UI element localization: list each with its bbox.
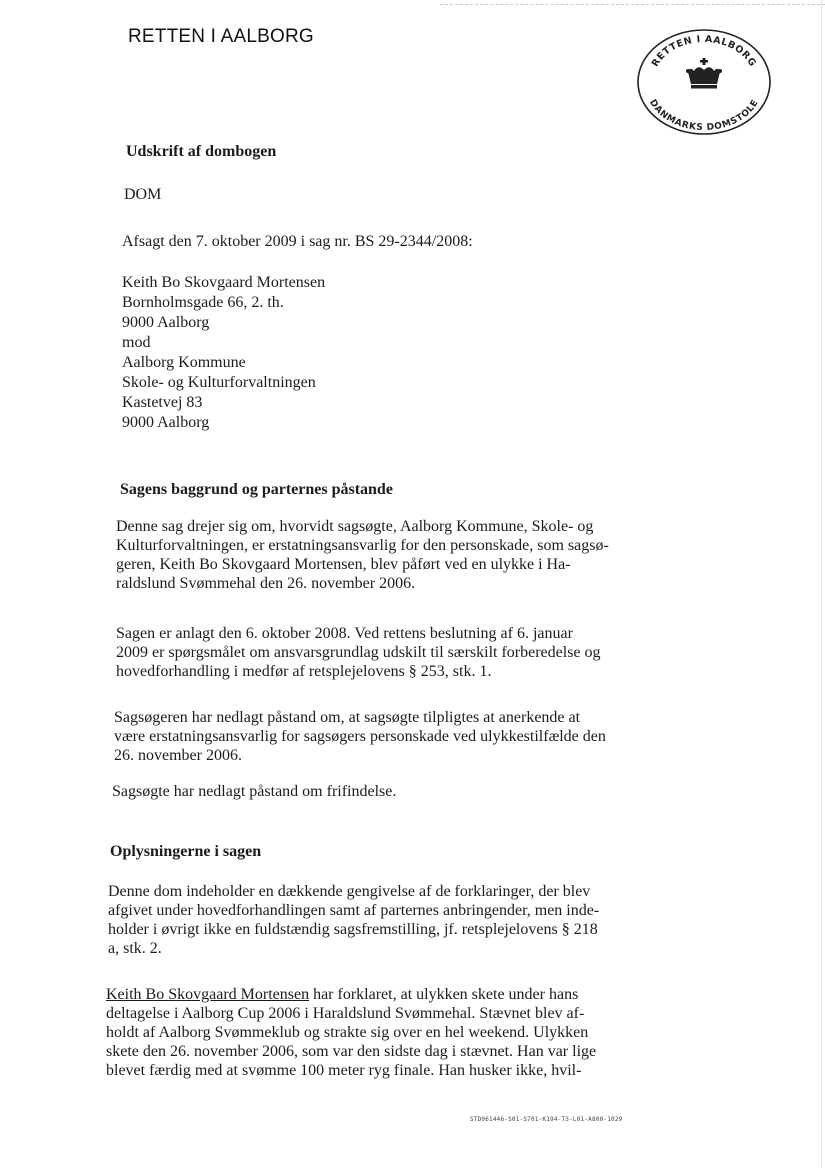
document-title: Udskrift af dombogen [126,143,277,160]
defendant-department: Skole- og Kulturforvaltningen [122,374,316,391]
text-line: afgivet under hovedforhandlingen samt af parternes anbringender, men inde- [108,902,600,919]
text-line: 26. november 2006. [114,747,242,764]
defendant-city: 9000 Aalborg [122,414,210,431]
paragraph-plaintiff-claim [114,708,634,765]
paragraph-defendant-claim [112,782,632,801]
text-line: skete den 26. november 2006, som var den sidste dag i stævnet. Han var lige [106,1043,597,1060]
plaintiff-address [122,273,325,433]
text-line: holder i øvrigt ikke en fuldstændig sagsfremstilling, jf. retsplejelovens § 218 [108,921,598,938]
witness-name: Keith Bo Skovgaard Mortensen [106,986,310,1003]
court-name: RETTEN I AALBORG [128,26,314,47]
document-code: STD061446-S01-S701-K194-T3-L01-A800-1029 [470,1116,623,1123]
plaintiff-street: Bornholmsgade 66, 2. th. [122,294,284,311]
text-line: holdt af Aalborg Svømmeklub og strakte sig over en hel weekend. Ulykken [106,1024,589,1041]
scan-edge-top [440,4,825,5]
versus-label: mod [122,334,151,351]
plaintiff-name: Keith Bo Skovgaard Mortensen [122,274,326,291]
section-heading-background: Sagens baggrund og parternes påstande [120,481,393,498]
paragraph-testimony [106,985,626,1080]
crown-icon [686,58,722,89]
text-line [106,985,626,1004]
paragraph-background [116,517,636,593]
text-line: deltagelse i Aalborg Cup 2006 i Haraldslund Svømmehal. Stævnet blev af- [106,1005,585,1022]
text-line: være erstatningsansvarlig for sagsøgers personskade ved ulykkestilfælde den [114,728,606,745]
svg-text:DANMARKS DOMSTOLE [647,98,761,133]
text-line: Sagsøgte har nedlagt påstand om frifindelse. [112,783,397,800]
text-line: Sagen er anlagt den 6. oktober 2008. Ved rettens beslutning af 6. januar [116,625,573,642]
defendant-name: Aalborg Kommune [122,354,246,371]
text-line: Sagsøgeren har nedlagt påstand om, at sagsøgte tilpligtes at anerkende at [114,709,581,726]
paragraph-disclaimer [108,882,628,958]
defendant-street: Kastetvej 83 [122,394,203,411]
text-line-rest: har forklaret, at ulykken skete under hans [309,986,579,1003]
text-line: raldslund Svømmehal den 26. november 2006. [116,575,416,592]
paragraph-filing [116,624,636,681]
court-seal-stamp [636,28,772,140]
text-line: geren, Keith Bo Skovgaard Mortensen, blev påført ved en ulykke i Ha- [116,556,571,573]
decision-line: Afsagt den 7. oktober 2009 i sag nr. BS 29-2344/2008: [122,233,473,250]
scan-edge-right [821,0,822,1168]
stamp-top-text: RETTEN I AALBORG [649,33,759,69]
text-line: blevet færdig med at svømme 100 meter ryg finale. Han husker ikke, hvil- [106,1062,582,1079]
document-type: DOM [124,186,162,203]
text-line: Kulturforvaltningen, er erstatningsansvarlig for den personskade, som sagsø- [116,537,609,554]
text-line: Denne dom indeholder en dækkende gengivelse af de forklaringer, der blev [108,883,591,900]
text-line: Denne sag drejer sig om, hvorvidt sagsøgte, Aalborg Kommune, Skole- og [116,518,594,535]
plaintiff-city: 9000 Aalborg [122,314,210,331]
text-line: hovedforhandling i medfør af retsplejelovens § 253, stk. 1. [116,663,492,680]
text-line: a, stk. 2. [108,940,162,957]
stamp-bottom-text: DANMARKS DOMSTOLE [647,98,761,134]
section-heading-information: Oplysningerne i sagen [110,843,262,860]
text-line: 2009 er spørgsmålet om ansvarsgrundlag udskilt til særskilt forberedelse og [116,644,601,661]
